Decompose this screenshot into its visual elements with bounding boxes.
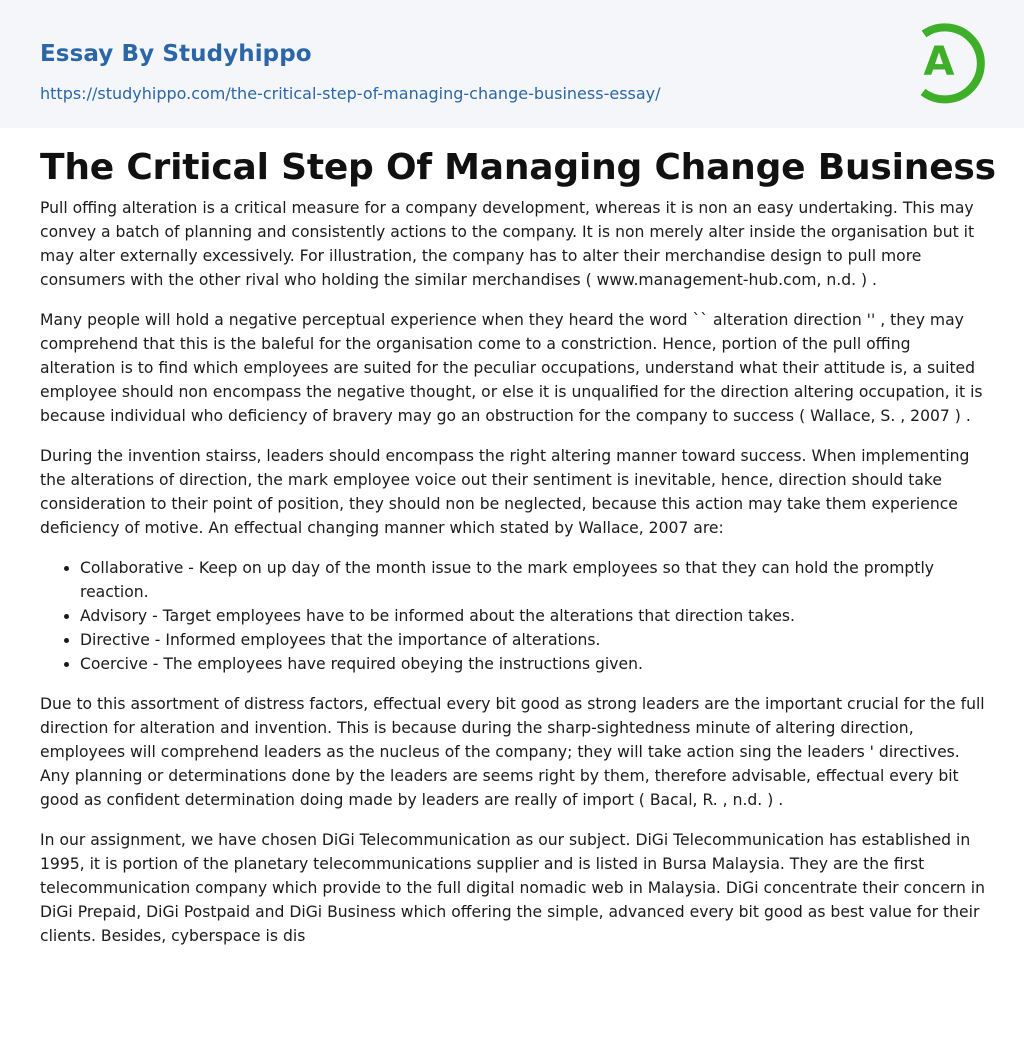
essay-content xyxy=(40,140,996,964)
list-item: • Collaborative - Keep on up day of the month issue to the mark employees so that they can hold the promptly reaction. xyxy=(80,556,985,604)
essay-title: The Critical Step Of Managing Change Business xyxy=(40,147,996,188)
list-item: • Advisory - Target employees have to be informed about the alterations that direction takes. xyxy=(80,604,985,628)
logo-icon[interactable] xyxy=(908,18,988,106)
paragraph: During the invention stairss, leaders should encompass the right altering manner toward success. When implementing the alterations of direction, the mark employee voice out their sentiment is inevitable, hence, direction should take consideration to their point of position, they should non be neglected, because this action may take them experience deficiency of motive. An effectual changing manner which stated by Wallace, 2007 are: xyxy=(40,447,970,537)
paragraph: Due to this assortment of distress factors, effectual every bit good as strong leaders are the important crucial for the full direction for alteration and invention. This is because during the sharp-sightedness minute of altering direction, employees will comprehend leaders as the nucleus of the company; they will take action sing the leaders ' directives. Any planning or determinations done by the leaders are seems right by them, therefore advisable, effectual every bit good as confident determination doing made by leaders are really of import ( Bacal, R. , n.d. ) . xyxy=(40,695,985,809)
source-url-link[interactable]: https://studyhippo.com/the-critical-step-of-managing-change-business-essay/ xyxy=(40,84,661,103)
paragraph: Many people will hold a negative perceptual experience when they heard the word `` alteration direction '' , they may comprehend that this is the baleful for the organisation come to a constriction. Hence, portion of the pull offing alteration is to find which employees are suited for the peculiar occupations, understand what their attitude is, a suited employee should non encompass the negative thought, or else it is unqualified for the direction altering occupation, it is because individual who deficiency of bravery may go an obstruction for the company to success ( Wallace, S. , 2007 ) . xyxy=(40,311,983,425)
site-header xyxy=(0,0,1024,128)
paragraph: Pull offing alteration is a critical measure for a company development, whereas it is non an easy undertaking. This may convey a batch of planning and consistently actions to the company. It is non merely alter inside the organisation but it may alter externally excessively. For illustration, the company has to alter their merchandise design to pull more consumers with the other rival who holding the similar merchandises ( www.management-hub.com, n.d. ) . xyxy=(40,199,975,289)
brand-title[interactable]: Essay By Studyhippo xyxy=(40,41,312,67)
paragraph: In our assignment, we have chosen DiGi Telecommunication as our subject. DiGi Telecommunication has established in 1995, it is portion of the planetary telecommunications supplier and is listed in Bursa Malaysia. They are the first telecommunication company which provide to the full digital nomadic web in Malaysia. DiGi concentrate their concern in DiGi Prepaid, DiGi Postpaid and DiGi Business which offering the simple, advanced every bit good as best value for their clients. Besides, cyberspace is dis xyxy=(40,831,985,945)
logo-letter: A xyxy=(923,39,955,85)
list-item: • Coercive - The employees have required obeying the instructions given. xyxy=(80,652,985,676)
change-manner-list xyxy=(80,556,985,676)
list-item: • Directive - Informed employees that the importance of alterations. xyxy=(80,628,985,652)
